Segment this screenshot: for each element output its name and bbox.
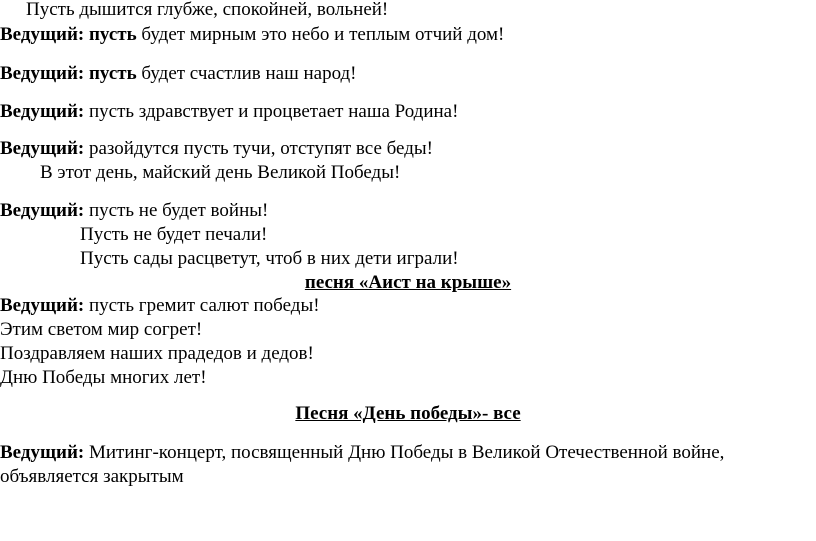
host-line [0, 100, 458, 124]
speaker-label: Ведущий: [0, 295, 85, 316]
speaker-label: Ведущий: пусть [0, 24, 137, 45]
line-text: пусть здравствует и процветает наша Родина! [84, 101, 459, 122]
verse-line [0, 342, 314, 366]
host-line [0, 199, 268, 223]
line-text: разойдутся пусть тучи, отступят все беды! [84, 138, 433, 159]
verse-line [80, 247, 459, 271]
line-text: пусть гремит салют победы! [84, 295, 320, 316]
host-line [0, 137, 433, 161]
line-text: В этот день, майский день Великой Победы! [40, 162, 401, 183]
speaker-label: Ведущий: [0, 442, 85, 463]
host-line [0, 441, 724, 465]
line-text: Пусть дышится глубже, спокойней, вольней! [26, 0, 389, 20]
line-text: объявляется закрытым [0, 466, 184, 487]
verse-line [26, 0, 388, 22]
line-text: будет счастлив наш народ! [136, 63, 357, 84]
song-title: песня «Аист на крыше» [304, 272, 512, 293]
song-title: Песня «День победы»- все [295, 403, 521, 424]
host-line [0, 62, 357, 86]
line-text: Митинг-концерт, посвященный Дню Победы в Великой Отечественной войне, [84, 442, 725, 463]
host-line [0, 23, 504, 47]
line-text: Пусть не будет печали! [80, 224, 268, 245]
speaker-label: Ведущий: пусть [0, 63, 137, 84]
line-text: пусть не будет войны! [84, 200, 269, 221]
line-text: Поздравляем наших прадедов и дедов! [0, 343, 314, 364]
line-text: Этим светом мир согрет! [0, 319, 203, 340]
speaker-label: Ведущий: [0, 138, 85, 159]
line-text: Пусть сады расцветут, чтоб в них дети играли! [80, 248, 459, 269]
verse-line [40, 161, 400, 185]
verse-line [0, 465, 184, 489]
speaker-label: Ведущий: [0, 200, 85, 221]
verse-line [0, 366, 207, 390]
verse-line [80, 223, 267, 247]
line-text: будет мирным это небо и теплым отчий дом! [136, 24, 505, 45]
verse-line [0, 318, 202, 342]
host-line [0, 294, 320, 318]
speaker-label: Ведущий: [0, 101, 85, 122]
line-text: Дню Победы многих лет! [0, 367, 207, 388]
